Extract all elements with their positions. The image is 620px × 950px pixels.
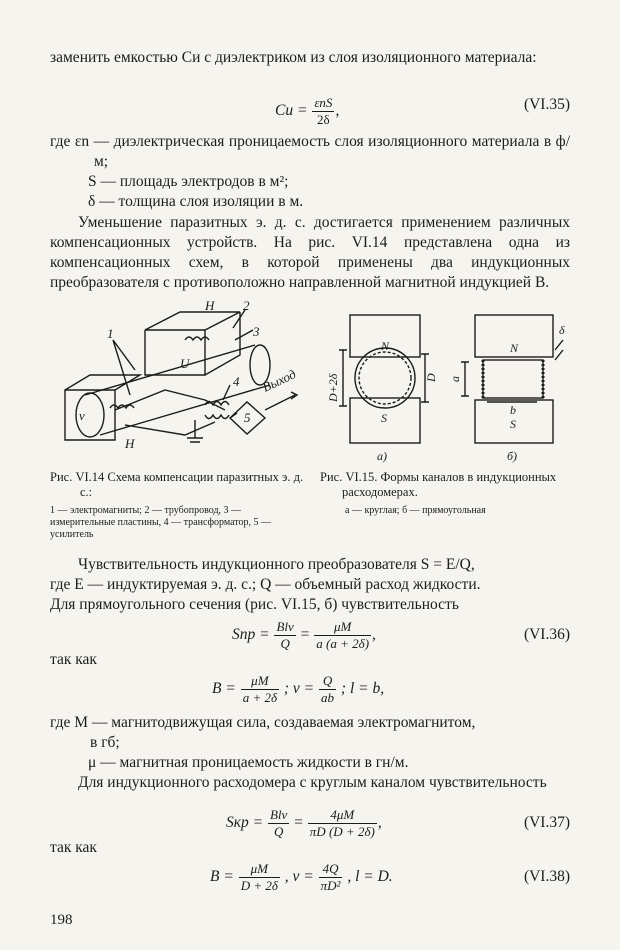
eq36-fraction2	[314, 620, 371, 651]
fig14-caption: Рис. VI.14 Схема компенсации паразитных э. д. с.:	[50, 470, 304, 499]
eqb-t2: ; v =	[283, 680, 315, 698]
fig15-label-s1: S	[381, 411, 387, 425]
leader-3	[235, 330, 253, 340]
eq37-number: (VI.37)	[523, 814, 570, 831]
eq38-f2-den: πD²	[320, 878, 341, 893]
since-1: так как	[50, 651, 97, 668]
fig15-label-d: D	[424, 373, 438, 382]
fig15-label-n1: N	[381, 339, 390, 353]
eq38-t3: , l = D.	[347, 868, 393, 886]
where-m-cont: в гб;	[90, 734, 120, 751]
fig15-label-s2: S	[510, 417, 516, 431]
eqb-f1-num: μM	[241, 674, 279, 690]
where-delta: δ — толщина слоя изоляции в м.	[88, 193, 304, 210]
fig15-legend: а — круглая; б — прямоугольная	[345, 505, 486, 516]
eq35-denominator: 2δ	[317, 112, 330, 127]
figure-vi14-diagram	[55, 300, 310, 460]
fig14-legend: 1 — электромагниты; 2 — трубопровод, 3 — измерительные пластины, 4 — трансформатор, 5 — усилитель	[50, 505, 272, 540]
dim-delta	[555, 340, 563, 360]
equation-vi35	[275, 96, 339, 127]
eq38-fraction1	[239, 862, 280, 893]
para3-line2: где E — индуктируемая э. д. с.; Q — объемный расход жидкости.	[50, 576, 481, 593]
eqb-f2-num: Q	[319, 674, 336, 690]
eq36-number: (VI.36)	[523, 626, 570, 643]
eqb-f2-den: ab	[321, 690, 335, 705]
where-m: где M — магнитодвижущая сила, создаваемая электромагнитом,	[50, 714, 476, 731]
eq37-f2-num: 4μM	[308, 808, 377, 824]
eq38-f2-num: 4Q	[319, 862, 343, 878]
eq38-t2: , v =	[284, 868, 314, 886]
equation-vi38	[210, 862, 393, 893]
eq37-f1-num: Blv	[269, 807, 288, 822]
dim-a	[461, 362, 469, 396]
eq36-lhs: Sпр =	[232, 626, 270, 644]
fig14-label-2: 2	[243, 300, 250, 313]
eq37-lhs: Sкр =	[226, 814, 264, 832]
fig15-caption: Рис. VI.15. Формы каналов в индукционных расходомерах.	[320, 470, 557, 499]
fig15-label-a: a	[448, 376, 462, 382]
equation-b-v-l	[212, 674, 384, 705]
round-channel-inner	[359, 352, 411, 404]
equation-vi37	[226, 808, 382, 839]
eq36-tail: ,	[372, 626, 376, 644]
eq37-fraction1	[268, 808, 289, 839]
para3-line3: Для прямоугольного сечения (рис. VI.15, б) чувствительность	[50, 596, 459, 613]
eq35-numerator: εnS	[314, 95, 333, 110]
fig15-sub-b: б)	[507, 449, 518, 463]
where-epsilon: где εn — диэлектрическая проницаемость слоя изоляционного материала в ф/м;	[50, 133, 570, 170]
paragraph-round-channel: Для индукционного расходомера с круглым каналом чувствительность	[78, 774, 547, 791]
eq36-f2-den: a (a + 2δ)	[316, 636, 370, 651]
front-magnet-top	[65, 375, 140, 390]
fig15-label-b: b	[510, 403, 516, 417]
paragraph-intro: заменить емкостью Cи с диэлектриком из слоя изоляционного материала:	[50, 49, 537, 66]
where-mu: μ — магнитная проницаемость жидкости в гн/м.	[88, 754, 409, 771]
output-line	[265, 395, 295, 410]
eq38-f1-num: μM	[239, 862, 280, 878]
eq38-fraction2	[319, 862, 343, 893]
leader-1	[113, 340, 135, 395]
fig15-label-delta: δ	[559, 323, 565, 337]
eq35-tail: ,	[335, 102, 340, 120]
eq37-fraction2	[308, 808, 377, 839]
eq38-number: (VI.38)	[523, 868, 570, 885]
fig14-label-4: 4	[233, 374, 240, 389]
eq36-equals: =	[300, 626, 310, 644]
fig14-label-v: v	[79, 408, 85, 423]
dim-d2delta	[339, 350, 347, 406]
figure-vi15-diagram	[315, 310, 570, 465]
para3-line1: Чувствительность индукционного преобразователя S = E/Q,	[78, 556, 475, 573]
fig14-label-1: 1	[107, 326, 114, 341]
wire-1	[115, 390, 225, 410]
eq36-f1-den: Q	[280, 636, 290, 651]
fig14-label-h-top: H	[205, 300, 215, 313]
rect-channel	[483, 360, 543, 398]
eq36-fraction1	[274, 620, 295, 651]
eq37-f1-den: Q	[273, 824, 284, 839]
eq36-f1-num: Blv	[276, 619, 294, 634]
ground-symbol	[187, 420, 203, 442]
eqb-fraction1	[241, 674, 279, 705]
fig15-label-n2: N	[510, 341, 519, 355]
eqb-f1-den: a + 2δ	[242, 690, 278, 705]
equation-vi36	[232, 620, 376, 651]
fig14-label-h-bottom: H	[125, 436, 135, 451]
eq37-equals: =	[294, 814, 303, 832]
fig14-label-3: 3	[253, 324, 260, 339]
transformer-secondary	[205, 415, 229, 419]
where-s: S — площадь электродов в м²;	[88, 173, 289, 190]
fig14-label-5: 5	[244, 410, 251, 425]
eqb-t1: B =	[212, 680, 236, 698]
eqb-fraction2	[319, 674, 336, 705]
eqb-t3: ; l = b,	[340, 680, 385, 698]
eq38-t1: B =	[210, 868, 234, 886]
paragraph-compensation: Уменьшение паразитных э. д. с. достигается применением различных компенсационных устройств. На рис. VI.14 представлена одна из компенсационных схем, в которой применены два индукционных преобразователя с противоположно направленной магнитной индукцией B.	[50, 214, 570, 291]
eq35-number: (VI.35)	[523, 96, 570, 113]
fig15-sub-a: а)	[377, 449, 387, 463]
eq36-f2-num: μM	[314, 620, 371, 636]
page-number: 198	[50, 912, 73, 928]
fig14-label-u: U	[180, 356, 190, 371]
eq37-tail: ,	[377, 814, 382, 832]
rect-electrodes	[483, 360, 543, 398]
eq35-fraction	[312, 96, 334, 127]
fig14-label-output: Выход	[259, 366, 299, 395]
since-2: так как	[50, 839, 97, 856]
fig15-label-d2delta: D+2δ	[326, 373, 340, 402]
eq37-f2-den: πD (D + 2δ)	[309, 824, 375, 839]
eq38-f1-den: D + 2δ	[240, 878, 278, 893]
magnet-top-face	[145, 312, 240, 330]
eq35-lhs: Cи =	[275, 102, 308, 120]
